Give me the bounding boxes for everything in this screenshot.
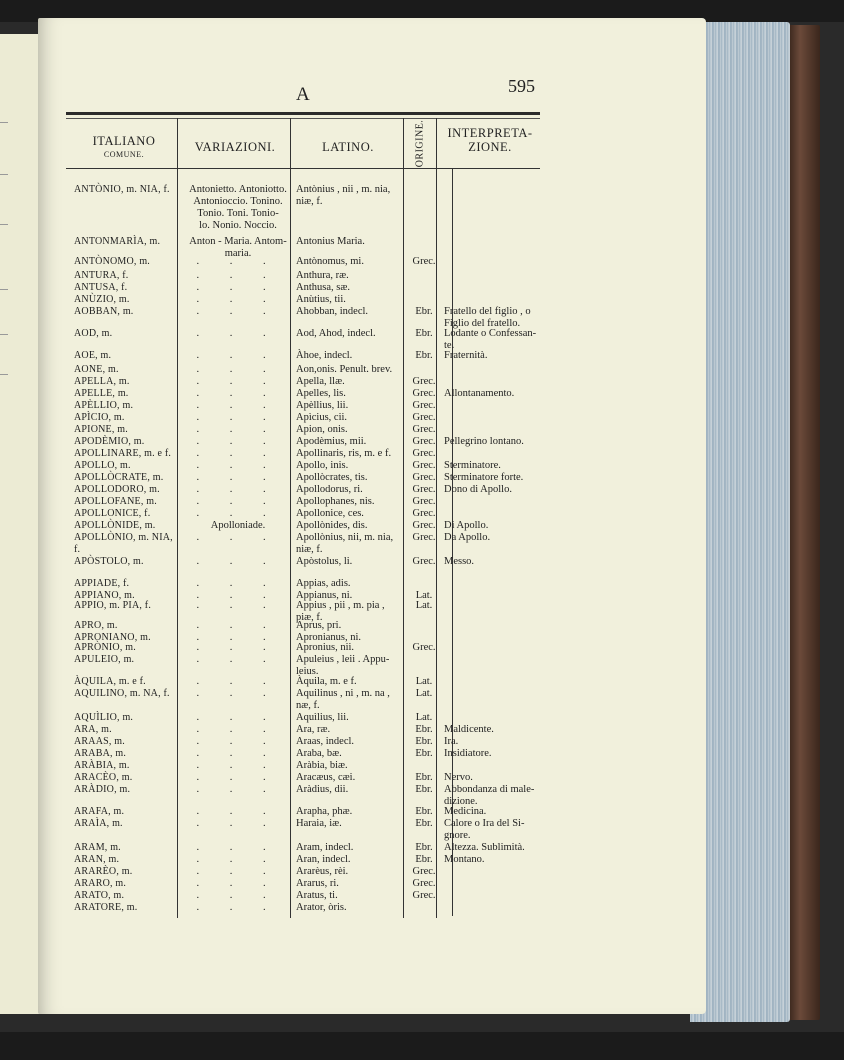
entry-variazioni: . . .: [196, 600, 280, 611]
entry-origine: Lat.: [415, 712, 433, 723]
entry-italiano: AOD, m.: [74, 328, 113, 339]
entry-italiano: APOLLODORO, m.: [74, 484, 160, 495]
entry-latino: Àhoe, indecl.: [296, 350, 353, 361]
entry-origine: Grec.: [412, 878, 436, 889]
entry-latino: Antonius Maria.: [296, 236, 365, 247]
entry-italiano: ARABA, m.: [74, 748, 127, 759]
entry-origine: Grec.: [412, 484, 436, 495]
entry-origine: Lat.: [415, 676, 433, 687]
entry-variazioni: . . .: [196, 842, 280, 853]
entry-interpretazione: Da Apollo.: [444, 532, 491, 543]
entry-interpretazione: Abbondanza di male- dizione.: [444, 784, 535, 807]
entry-origine: Ebr.: [415, 736, 433, 747]
entry-latino: Appianus, ni.: [296, 590, 353, 601]
entry-origine: Lat.: [415, 600, 433, 611]
entry-italiano: APPIANO, m.: [74, 590, 135, 601]
entry-latino: Aod, Ahod, indecl.: [296, 328, 376, 339]
entry-italiano: ARATO, m.: [74, 890, 125, 901]
entry-origine: Ebr.: [415, 842, 433, 853]
entry-interpretazione: Maldicente.: [444, 724, 494, 735]
entry-italiano: APOLLÒNIDE, m.: [74, 520, 156, 531]
entry-italiano: APRONIANO, m.: [74, 632, 151, 643]
entry-italiano: APPIO, m. PIA, f.: [74, 600, 152, 611]
entry-latino: Aram, indecl.: [296, 842, 354, 853]
entry-latino: Apollonice, ces.: [296, 508, 364, 519]
entry-italiano: ARÀBIA, m.: [74, 760, 130, 771]
entry-variazioni: . . .: [196, 760, 280, 771]
entry-latino: Apella, llæ.: [296, 376, 345, 387]
entry-variazioni: . . .: [196, 472, 280, 483]
entry-variazioni: . . .: [196, 448, 280, 459]
entry-variazioni: . . .: [196, 532, 280, 543]
entry-latino: Apìcius, cii.: [296, 412, 348, 423]
entry-interpretazione: Fratello del figlio , o Figlio del fratello.: [444, 306, 531, 329]
entry-variazioni: . . .: [196, 890, 280, 901]
section-letter: A: [296, 84, 311, 105]
entry-variazioni: . . .: [196, 424, 280, 435]
entry-latino: Apronius, nii.: [296, 642, 355, 653]
entry-origine: Ebr.: [415, 784, 433, 795]
entry-latino: Apodèmius, mii.: [296, 436, 367, 447]
header-rule-thick: [66, 112, 540, 115]
entry-variazioni: . . .: [196, 676, 280, 687]
entry-italiano: AOE, m.: [74, 350, 112, 361]
entry-variazioni: . . .: [196, 748, 280, 759]
entry-variazioni: . . .: [196, 328, 280, 339]
entry-italiano: APELLA, m.: [74, 376, 130, 387]
entry-variazioni: . . .: [196, 412, 280, 423]
entry-origine: Grec.: [412, 400, 436, 411]
entry-variazioni: . . .: [196, 460, 280, 471]
entry-latino: Apèllius, lii.: [296, 400, 349, 411]
entry-latino: Aprus, pri.: [296, 620, 342, 631]
entry-italiano: ARÀDIO, m.: [74, 784, 131, 795]
entry-latino: Appias, adis.: [296, 578, 351, 589]
entry-italiano: APOLLÒNIO, m. NIA, f.: [74, 532, 173, 555]
entry-variazioni: . . .: [196, 878, 280, 889]
header-variazioni: VARIAZIONI.: [194, 140, 276, 154]
entry-italiano: ARAM, m.: [74, 842, 121, 853]
entry-latino: Appius , pii , m. pia , piæ, f.: [296, 600, 385, 623]
entry-variazioni: . . .: [196, 556, 280, 567]
entry-italiano: ARAFA, m.: [74, 806, 125, 817]
entry-italiano: APULEIO, m.: [74, 654, 135, 665]
entry-interpretazione: Calore o Ira del Si- gnore.: [444, 818, 525, 841]
entry-latino: Apollo, inis.: [296, 460, 349, 471]
entry-variazioni: . . .: [196, 854, 280, 865]
entry-italiano: AQUILINO, m. NA, f.: [74, 688, 170, 699]
entry-origine: Lat.: [415, 688, 433, 699]
entry-variazioni: Antonietto. Antoniotto. Antonioccio. Tonino. Tonio. Toni. Tonio- lo. Nonio. Noccio.: [189, 184, 287, 231]
header-interpretazione: INTERPRETA- ZIONE.: [447, 126, 533, 154]
entry-latino: Ara, ræ.: [296, 724, 331, 735]
entry-variazioni: . . .: [196, 282, 280, 293]
entry-interpretazione: Di Apollo.: [444, 520, 489, 531]
entry-variazioni: . . .: [196, 866, 280, 877]
entry-italiano: APPIADE, f.: [74, 578, 130, 589]
entry-origine: Ebr.: [415, 328, 433, 339]
entry-variazioni: . . .: [196, 496, 280, 507]
entry-origine: Grec.: [412, 472, 436, 483]
entry-italiano: AONE, m.: [74, 364, 119, 375]
entry-variazioni: . . .: [196, 632, 280, 643]
entry-italiano: ANÙZIO, m.: [74, 294, 130, 305]
entry-latino: Anthura, ræ.: [296, 270, 349, 281]
entry-variazioni: Anton - Maria. Antom- maria.: [189, 236, 287, 259]
entry-variazioni: . . .: [196, 590, 280, 601]
entry-variazioni: Apolloniade.: [210, 520, 266, 531]
entry-latino: Araba, bæ.: [296, 748, 342, 759]
entry-italiano: ARARO, m.: [74, 878, 127, 889]
entry-origine: Ebr.: [415, 748, 433, 759]
entry-origine: Grec.: [412, 520, 436, 531]
entry-italiano: ARATORE, m.: [74, 902, 138, 913]
entry-latino: Anthusa, sæ.: [296, 282, 350, 293]
entry-origine: Grec.: [412, 642, 436, 653]
entry-italiano: APODÈMIO, m.: [74, 436, 145, 447]
entry-origine: Grec.: [412, 532, 436, 543]
entry-interpretazione: Montano.: [444, 854, 485, 865]
entry-interpretazione: Altezza. Sublimità.: [444, 842, 525, 853]
entry-italiano: ANTONMARÌA, m.: [74, 236, 161, 247]
entry-interpretazione: Messo.: [444, 556, 475, 567]
entry-italiano: ANTÒNOMO, m.: [74, 256, 151, 267]
entry-italiano: ANTURA, f.: [74, 270, 129, 281]
entry-origine: Ebr.: [415, 854, 433, 865]
entry-origine: Ebr.: [415, 350, 433, 361]
entry-italiano: ÀQUILA, m. e f.: [74, 676, 146, 687]
entry-variazioni: . . .: [196, 508, 280, 519]
entry-italiano: APÌCIO, m.: [74, 412, 125, 423]
entry-variazioni: . . .: [196, 350, 280, 361]
header-latino: LATINO.: [322, 140, 374, 154]
entry-italiano: ANTÒNIO, m. NIA, f.: [74, 184, 170, 195]
header-bottom-rule: [66, 168, 540, 169]
entry-variazioni: . . .: [196, 484, 280, 495]
entry-latino: Araas, indecl.: [296, 736, 355, 747]
entry-interpretazione: Insidiatore.: [444, 748, 492, 759]
entry-origine: Grec.: [412, 460, 436, 471]
entry-latino: Aquilinus , ni , m. na , næ, f.: [296, 688, 390, 711]
entry-origine: Grec.: [412, 256, 436, 267]
entry-latino: Aon,onis. Penult. brev.: [296, 364, 393, 375]
entry-variazioni: . . .: [196, 772, 280, 783]
entry-variazioni: . . .: [196, 736, 280, 747]
header-rule-thin: [66, 118, 540, 119]
entry-variazioni: . . .: [196, 902, 280, 913]
entry-italiano: APOLLO, m.: [74, 460, 131, 471]
entry-italiano: APOLLINARE, m. e f.: [74, 448, 172, 459]
entry-italiano: ARA, m.: [74, 724, 112, 735]
entry-variazioni: . . .: [196, 620, 280, 631]
entry-latino: Antònomus, mi.: [296, 256, 364, 267]
entry-italiano: APIONE, m.: [74, 424, 128, 435]
entry-origine: Grec.: [412, 448, 436, 459]
entry-interpretazione: Pellegrino lontano.: [444, 436, 524, 447]
entry-italiano: APÒSTOLO, m.: [74, 556, 144, 567]
entry-variazioni: . . .: [196, 256, 280, 267]
entry-latino: Aran, indecl.: [296, 854, 351, 865]
entry-interpretazione: Dono di Apollo.: [444, 484, 512, 495]
entry-origine: Grec.: [412, 376, 436, 387]
entry-latino: Apollinaris, ris, m. e f.: [296, 448, 392, 459]
entry-origine: Grec.: [412, 508, 436, 519]
entry-latino: Apelles, lis.: [296, 388, 346, 399]
entry-latino: Aquìlius, lii.: [296, 712, 349, 723]
entry-italiano: ARARÈO, m.: [74, 866, 133, 877]
entry-latino: Haraia, iæ.: [296, 818, 342, 829]
entry-latino: Ararèus, rèi.: [296, 866, 349, 877]
entry-interpretazione: Allontanamento.: [444, 388, 515, 399]
entry-italiano: ARAN, m.: [74, 854, 120, 865]
entry-italiano: ARACÈO, m.: [74, 772, 133, 783]
entry-latino: Anùtius, tii.: [296, 294, 346, 305]
page-number: 595: [508, 76, 535, 96]
entry-origine: Ebr.: [415, 818, 433, 829]
entry-variazioni: . . .: [196, 818, 280, 829]
entry-italiano: APOLLÒCRATE, m.: [74, 472, 164, 483]
entry-latino: Aratus, ti.: [296, 890, 338, 901]
entry-origine: Ebr.: [415, 306, 433, 317]
entry-latino: Apollodorus, ri.: [296, 484, 363, 495]
entry-origine: Ebr.: [415, 724, 433, 735]
entry-origine: Grec.: [412, 412, 436, 423]
entry-origine: Grec.: [412, 890, 436, 901]
entry-interpretazione: Fraternità.: [444, 350, 488, 361]
entry-variazioni: . . .: [196, 578, 280, 589]
entry-variazioni: . . .: [196, 270, 280, 281]
entry-variazioni: . . .: [196, 688, 280, 699]
entry-origine: Grec.: [412, 496, 436, 507]
entry-variazioni: . . .: [196, 400, 280, 411]
entry-origine: Grec.: [412, 424, 436, 435]
entry-variazioni: . . .: [196, 654, 280, 665]
header-origine-label: ORIGINE.: [414, 119, 426, 167]
entry-latino: Aràdius, dii.: [296, 784, 349, 795]
entry-latino: Apollòcrates, tis.: [296, 472, 368, 483]
entry-origine: Grec.: [412, 866, 436, 877]
entry-interpretazione: Sterminatore forte.: [444, 472, 524, 483]
entry-italiano: APOLLONICE, f.: [74, 508, 151, 519]
header-italiano: [74, 134, 174, 162]
entry-latino: Aracæus, cæi.: [296, 772, 356, 783]
entry-variazioni: . . .: [196, 712, 280, 723]
entry-latino: Ararus, ri.: [296, 878, 339, 889]
entry-latino: Apollophanes, nis.: [296, 496, 375, 507]
entry-interpretazione: Nervo.: [444, 772, 473, 783]
entry-variazioni: . . .: [196, 436, 280, 447]
header-origine: [405, 118, 435, 168]
header-italiano-label: ITALIANO: [92, 134, 156, 148]
entry-latino: Apion, onis.: [296, 424, 348, 435]
entry-origine: Lat.: [415, 590, 433, 601]
entry-italiano: AQUÌLIO, m.: [74, 712, 134, 723]
entry-interpretazione: Sterminatore.: [444, 460, 501, 471]
entry-latino: Àquila, m. e f.: [296, 676, 357, 687]
entry-latino: Apollònius, nii, m. nia, niæ, f.: [296, 532, 394, 555]
entry-italiano: ARAÌA, m.: [74, 818, 123, 829]
entry-variazioni: . . .: [196, 724, 280, 735]
entry-origine: Grec.: [412, 436, 436, 447]
entry-latino: Apollònides, dis.: [296, 520, 368, 531]
entry-variazioni: . . .: [196, 388, 280, 399]
entry-variazioni: . . .: [196, 294, 280, 305]
entry-latino: Antònius , nii , m. nia, niæ, f.: [296, 184, 391, 207]
entry-latino: Apòstolus, li.: [296, 556, 353, 567]
entry-variazioni: . . .: [196, 784, 280, 795]
entry-variazioni: . . .: [196, 642, 280, 653]
entry-italiano: AOBBAN, m.: [74, 306, 134, 317]
entry-italiano: APOLLOFANE, m.: [74, 496, 157, 507]
previous-page-edge: [0, 34, 41, 1014]
entry-variazioni: . . .: [196, 376, 280, 387]
entry-italiano: ANTUSA, f.: [74, 282, 128, 293]
entry-origine: Grec.: [412, 388, 436, 399]
entry-interpretazione: Lodante o Confessan- te.: [444, 328, 537, 351]
entry-latino: Aràbia, biæ.: [296, 760, 348, 771]
entry-interpretazione: Medicina.: [444, 806, 487, 817]
entry-italiano: APRO, m.: [74, 620, 118, 631]
entry-variazioni: . . .: [196, 364, 280, 375]
entry-latino: Arator, òris.: [296, 902, 347, 913]
entry-variazioni: . . .: [196, 806, 280, 817]
entry-latino: Arapha, phæ.: [296, 806, 353, 817]
entry-italiano: APELLE, m.: [74, 388, 129, 399]
entry-latino: Apuleius , leii . Appu- leius.: [296, 654, 390, 677]
entry-latino: Apronianus, ni.: [296, 632, 362, 643]
entry-latino: Ahobban, indecl.: [296, 306, 369, 317]
header-italiano-sub: COMUNE.: [103, 150, 145, 159]
entry-italiano: APRÒNIO, m.: [74, 642, 136, 653]
entry-variazioni: . . .: [196, 306, 280, 317]
entry-origine: Ebr.: [415, 772, 433, 783]
entry-italiano: APÈLLIO, m.: [74, 400, 134, 411]
entry-interpretazione: Ira.: [444, 736, 459, 747]
entry-origine: Grec.: [412, 556, 436, 567]
entry-origine: Ebr.: [415, 806, 433, 817]
entry-italiano: ARAAS, m.: [74, 736, 125, 747]
